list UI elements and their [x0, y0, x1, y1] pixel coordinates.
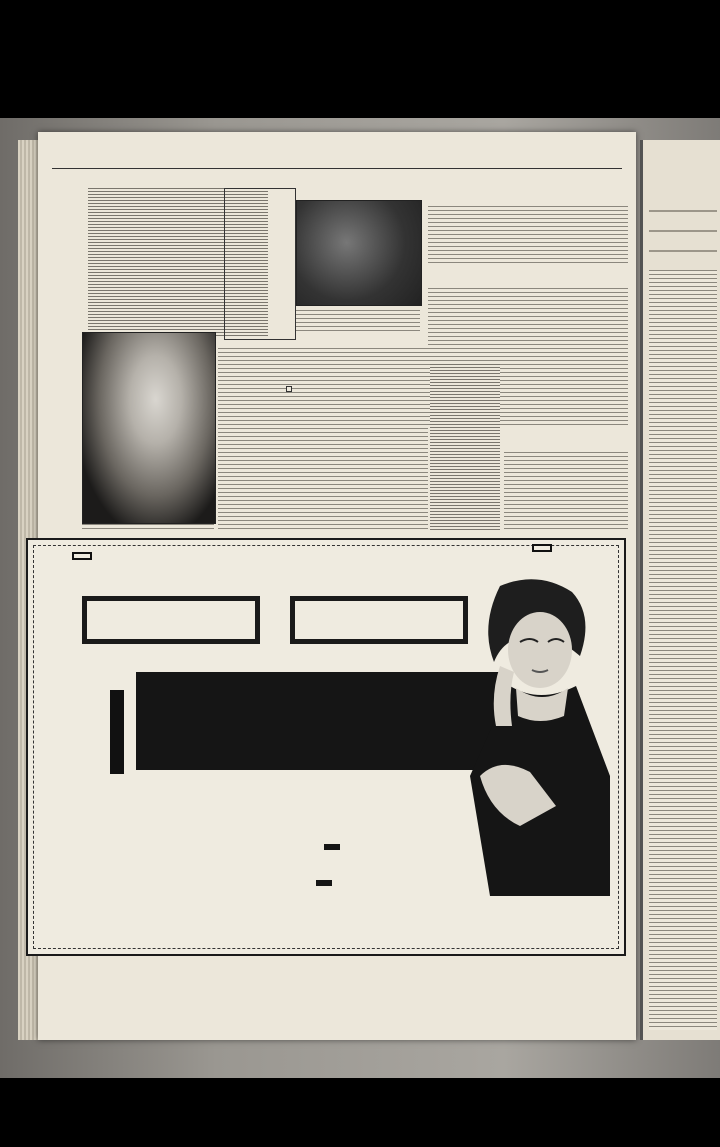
portrait-caption — [82, 524, 214, 532]
news-photo-top — [296, 200, 422, 306]
tag-from-tonight-left — [72, 552, 92, 560]
actress-illustration — [460, 576, 614, 904]
page-header — [52, 154, 622, 169]
school-article — [504, 450, 628, 532]
exclamation-bar — [110, 690, 124, 774]
text-line — [649, 230, 717, 232]
text-line — [649, 250, 717, 252]
dictionary-article — [430, 362, 500, 532]
headline-polaris — [286, 386, 292, 392]
cinematographer-credit — [316, 880, 332, 886]
photo-background — [0, 118, 720, 1078]
movie-title — [136, 672, 500, 770]
movie-advertisement — [26, 538, 626, 956]
officers-article — [428, 206, 628, 266]
photo-caption — [296, 308, 420, 334]
sudan-article — [218, 346, 428, 532]
adjacent-page — [640, 140, 720, 1040]
moscow-box — [224, 188, 296, 340]
director-credit — [324, 844, 340, 850]
portrait-photo — [82, 332, 216, 524]
star-motiei-box — [82, 596, 260, 644]
star-puran-box — [290, 596, 468, 644]
adjacent-page-text — [649, 270, 717, 1030]
text-line — [649, 210, 717, 212]
tag-from-tonight-right — [532, 544, 552, 552]
